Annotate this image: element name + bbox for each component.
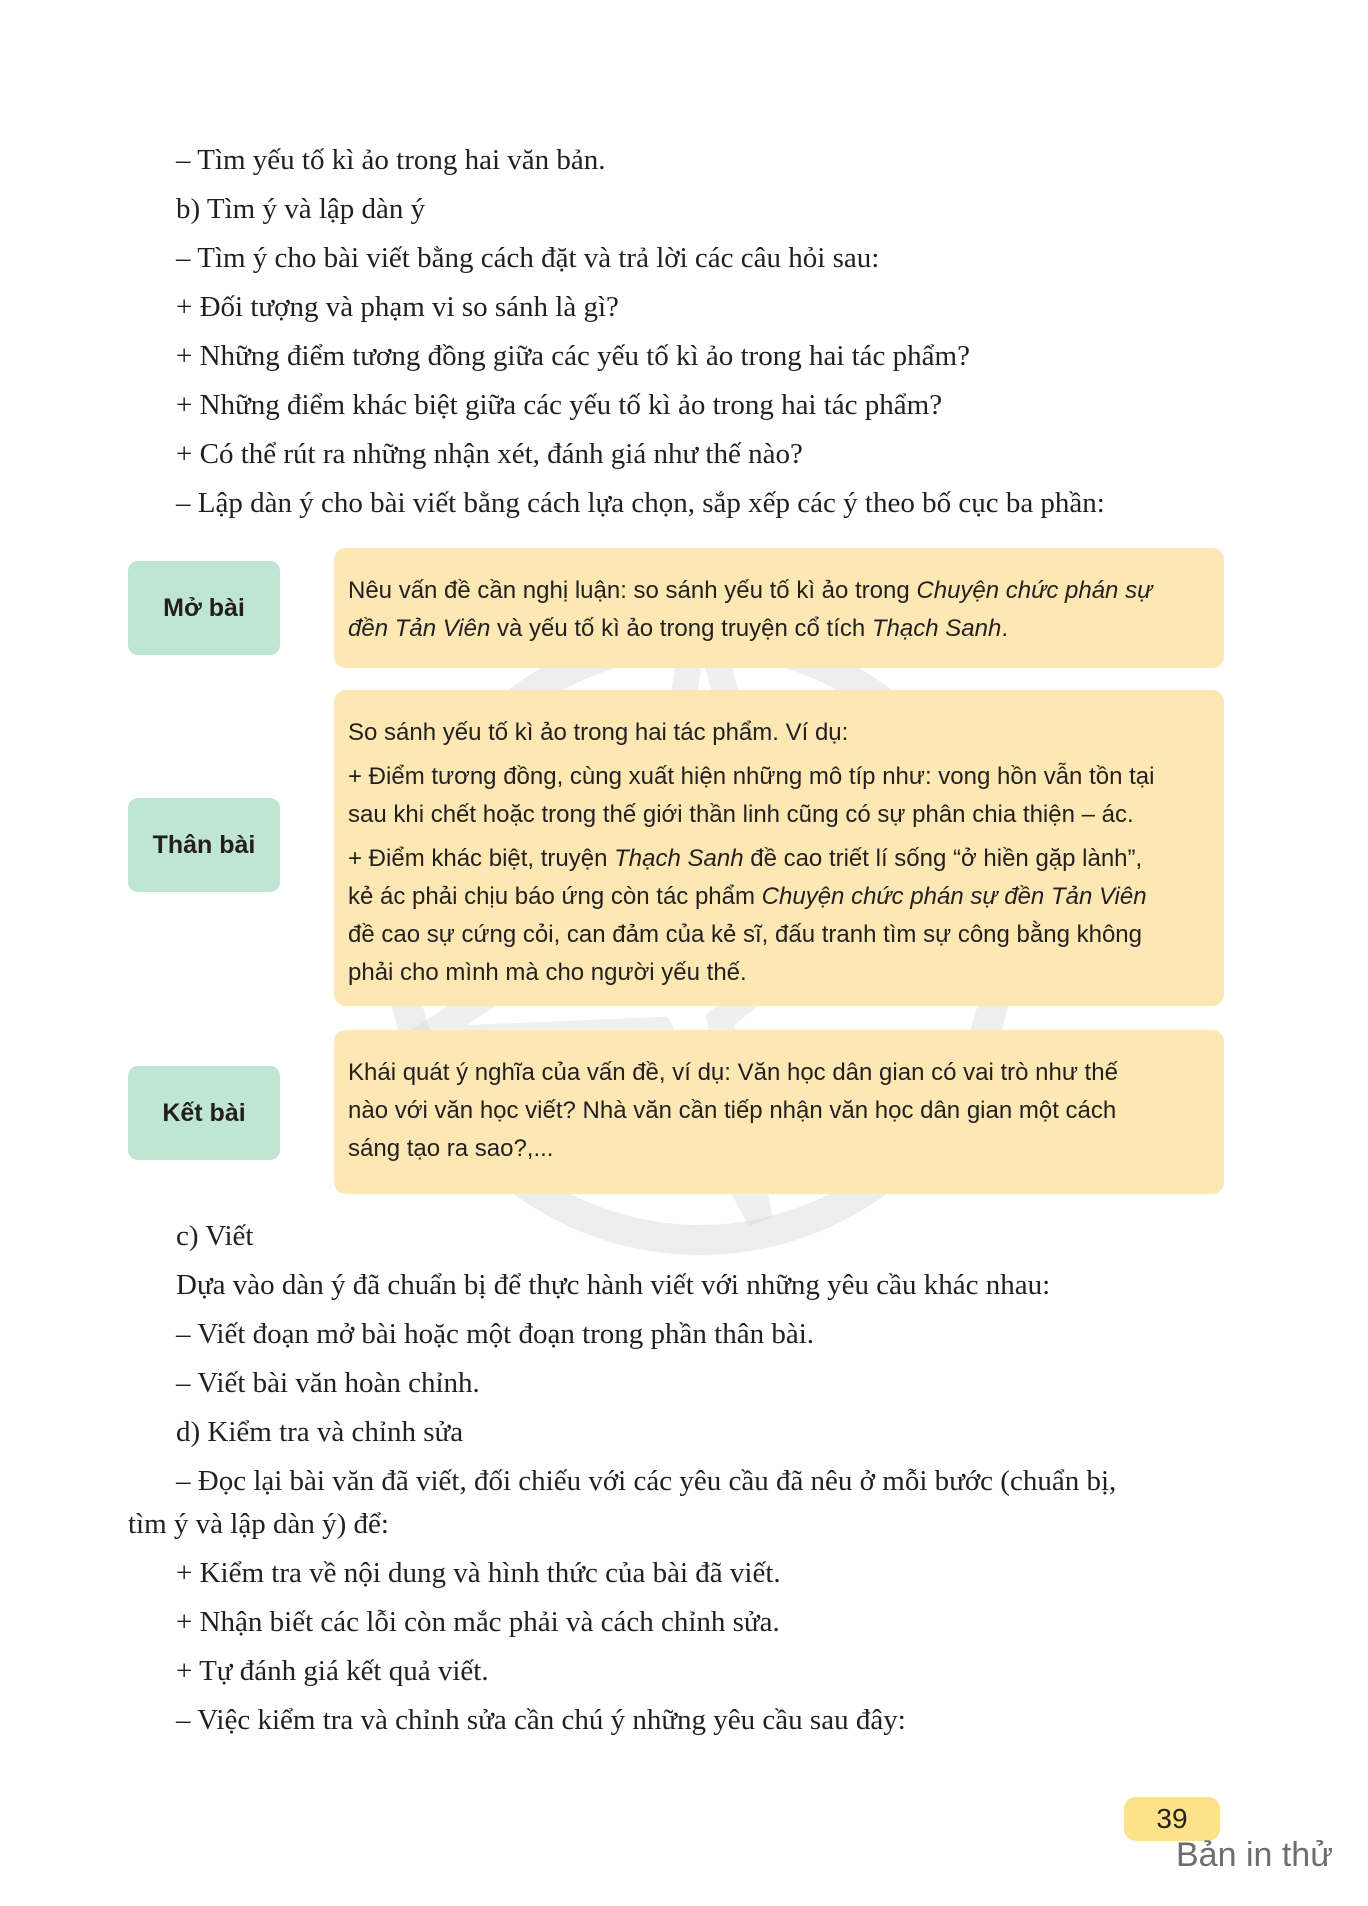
- text-line: – Viết bài văn hoàn chỉnh.: [176, 1367, 480, 1399]
- text-line: – Tìm yếu tố kì ảo trong hai văn bản.: [176, 144, 606, 176]
- text-span: + Điểm khác biệt, truyện: [348, 845, 615, 872]
- section-heading-d: d) Kiểm tra và chỉnh sửa: [176, 1416, 464, 1448]
- text-line: + Những điểm tương đồng giữa các yếu tố kì ảo trong hai tác phẩm?: [176, 340, 970, 372]
- content-line: nào với văn học viết? Nhà văn cần tiếp nhận văn học dân gian một cách: [348, 1097, 1117, 1124]
- content-line: + Điểm tương đồng, cùng xuất hiện những mô típ như: vong hồn vẫn tồn tại: [348, 763, 1155, 790]
- content-line: sáng tạo ra sao?,...: [348, 1135, 554, 1162]
- text-span: và yếu tố kì ảo trong truyện cổ tích: [490, 615, 872, 642]
- text-line: + Những điểm khác biệt giữa các yếu tố kì ảo trong hai tác phẩm?: [176, 389, 943, 421]
- section-heading-c: c) Viết: [176, 1220, 254, 1252]
- text-line: tìm ý và lập dàn ý) để:: [128, 1508, 389, 1540]
- label-than-bai: Thân bài: [128, 798, 280, 892]
- text-line: – Tìm ý cho bài viết bằng cách đặt và trả lời các câu hỏi sau:: [176, 242, 880, 274]
- label-ket-bai: Kết bài: [128, 1066, 280, 1160]
- content-line: Khái quát ý nghĩa của vấn đề, ví dụ: Văn học dân gian có vai trò như thế: [348, 1059, 1118, 1086]
- content-line: [348, 610, 1210, 648]
- text-line: – Viết đoạn mở bài hoặc một đoạn trong phần thân bài.: [176, 1318, 815, 1350]
- italic-title: Thạch Sanh: [614, 845, 744, 872]
- content-mo-bai: [334, 548, 1224, 668]
- italic-title: Chuyện chức phán sự đền Tản Viên: [761, 883, 1147, 910]
- page-number-badge: 39: [1124, 1797, 1220, 1841]
- text-line: + Kiểm tra về nội dung và hình thức của bài đã viết.: [176, 1557, 781, 1589]
- content-line: đề cao sự cứng cỏi, can đảm của kẻ sĩ, đấu tranh tìm sự công bằng không: [348, 921, 1142, 948]
- text-line: – Việc kiểm tra và chỉnh sửa cần chú ý những yêu cầu sau đây:: [176, 1704, 906, 1736]
- content-than-bai: [334, 690, 1224, 1006]
- text-line: + Tự đánh giá kết quả viết.: [176, 1655, 489, 1687]
- text-line: + Có thể rút ra những nhận xét, đánh giá như thế nào?: [176, 438, 803, 470]
- italic-title: Chuyện chức phán sự: [916, 577, 1153, 604]
- text-span: Nêu vấn đề cần nghị luận: so sánh yếu tố kì ảo trong: [348, 577, 917, 604]
- text-span: đề cao triết lí sống “ở hiền gặp lành”,: [743, 845, 1143, 872]
- content-line: [348, 572, 1210, 610]
- text-line: + Đối tượng và phạm vi so sánh là gì?: [176, 291, 619, 323]
- content-ket-bai: [334, 1030, 1224, 1194]
- content-line: phải cho mình mà cho người yếu thế.: [348, 959, 747, 986]
- content-line: [348, 878, 1210, 916]
- text-line: – Đọc lại bài văn đã viết, đối chiếu với các yêu cầu đã nêu ở mỗi bước (chuẩn bị,: [176, 1465, 1117, 1497]
- content-line: So sánh yếu tố kì ảo trong hai tác phẩm. Ví dụ:: [348, 719, 849, 746]
- label-mo-bai: Mở bài: [128, 561, 280, 655]
- content-line: [348, 840, 1210, 878]
- italic-title: đền Tản Viên: [348, 615, 491, 642]
- text-span: kẻ ác phải chịu báo ứng còn tác phẩm: [348, 883, 762, 910]
- text-span: .: [1001, 615, 1008, 642]
- content-line: sau khi chết hoặc trong thế giới thần linh cũng có sự phân chia thiện – ác.: [348, 801, 1134, 828]
- section-heading-b: b) Tìm ý và lập dàn ý: [176, 193, 426, 225]
- draft-print-note: Bản in thử: [1176, 1836, 1333, 1874]
- italic-title: Thạch Sanh: [871, 615, 1002, 642]
- text-line: – Lập dàn ý cho bài viết bằng cách lựa chọn, sắp xếp các ý theo bố cục ba phần:: [176, 487, 1105, 519]
- text-line: + Nhận biết các lỗi còn mắc phải và cách chỉnh sửa.: [176, 1606, 780, 1638]
- text-line: Dựa vào dàn ý đã chuẩn bị để thực hành viết với những yêu cầu khác nhau:: [176, 1269, 1051, 1301]
